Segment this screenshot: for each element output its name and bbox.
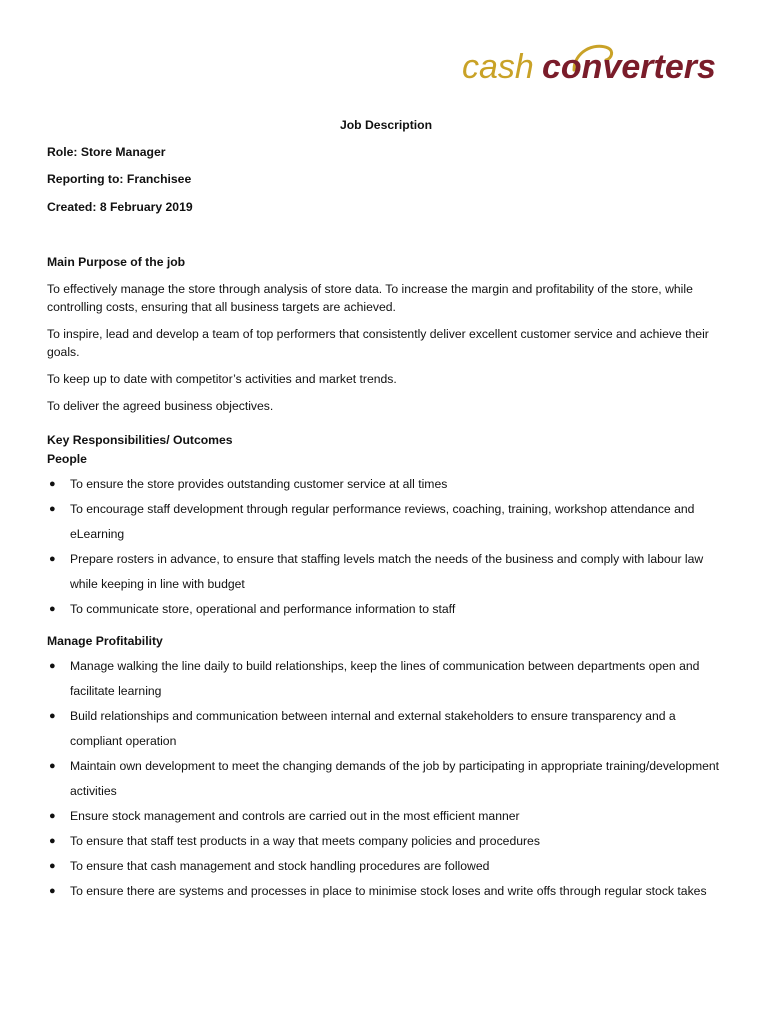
list-item: ● To ensure that staff test products in a way that meets company policies and procedures (47, 829, 731, 854)
people-list (47, 472, 731, 622)
list-item: ● Ensure stock management and controls are carried out in the most efficient manner (47, 804, 731, 829)
bullet-icon: ● (49, 603, 56, 615)
document-title: Job Description (339, 118, 433, 132)
role-line: Role: Store Manager (47, 145, 166, 159)
bullet-icon: ● (49, 760, 56, 772)
bullet-icon: ● (49, 710, 56, 722)
people-heading: People (47, 452, 87, 466)
logo-text-converters: converters (542, 48, 716, 86)
logo-text-cash: cash (462, 48, 534, 86)
bullet-icon: ● (49, 810, 56, 822)
purpose-paragraph: To inspire, lead and develop a team of top performers that consistently deliver excellent customer service and achieve their goals. (47, 327, 709, 359)
profitability-heading: Manage Profitability (47, 634, 163, 648)
purpose-paragraph: To keep up to date with competitor’s activities and market trends. (47, 372, 397, 386)
bullet-icon: ● (49, 835, 56, 847)
list-item: ● To ensure the store provides outstanding customer service at all times (47, 472, 731, 497)
list-item: ● To encourage staff development through regular performance reviews, coaching, training, workshop attendance and eLearning (47, 497, 731, 547)
reporting-line: Reporting to: Franchisee (47, 172, 192, 186)
list-item: ● Maintain own development to meet the changing demands of the job by participating in appropriate training/development activities (47, 754, 731, 804)
list-item: ● To ensure there are systems and processes in place to minimise stock loses and write offs through regular stock takes (47, 879, 731, 904)
bullet-icon: ● (49, 503, 56, 515)
bullet-icon: ● (49, 553, 56, 565)
list-item: ● To communicate store, operational and performance information to staff (47, 597, 731, 622)
bullet-icon: ● (49, 478, 56, 490)
responsibilities-heading: Key Responsibilities/ Outcomes (47, 433, 233, 447)
bullet-icon: ● (49, 885, 56, 897)
created-line: Created: 8 February 2019 (47, 200, 193, 214)
list-item: ● Build relationships and communication between internal and external stakeholders to ensure transparency and a compliant operation (47, 704, 731, 754)
purpose-paragraph: To deliver the agreed business objectives. (47, 399, 274, 413)
list-item: ● To ensure that cash management and stock handling procedures are followed (47, 854, 731, 879)
bullet-icon: ● (49, 860, 56, 872)
list-item: ● Manage walking the line daily to build relationships, keep the lines of communication between departments open and facilitate learning (47, 654, 731, 704)
bullet-icon: ● (49, 660, 56, 672)
purpose-paragraph: To effectively manage the store through analysis of store data. To increase the margin and profitability of the store, while controlling costs, ensuring that all business targets are achieved. (47, 282, 693, 314)
list-item: ● Prepare rosters in advance, to ensure that staffing levels match the needs of the business and comply with labour law while keeping in line with budget (47, 547, 731, 597)
cash-converters-logo (462, 40, 727, 96)
profitability-list (47, 654, 731, 904)
main-purpose-heading: Main Purpose of the job (47, 255, 186, 269)
